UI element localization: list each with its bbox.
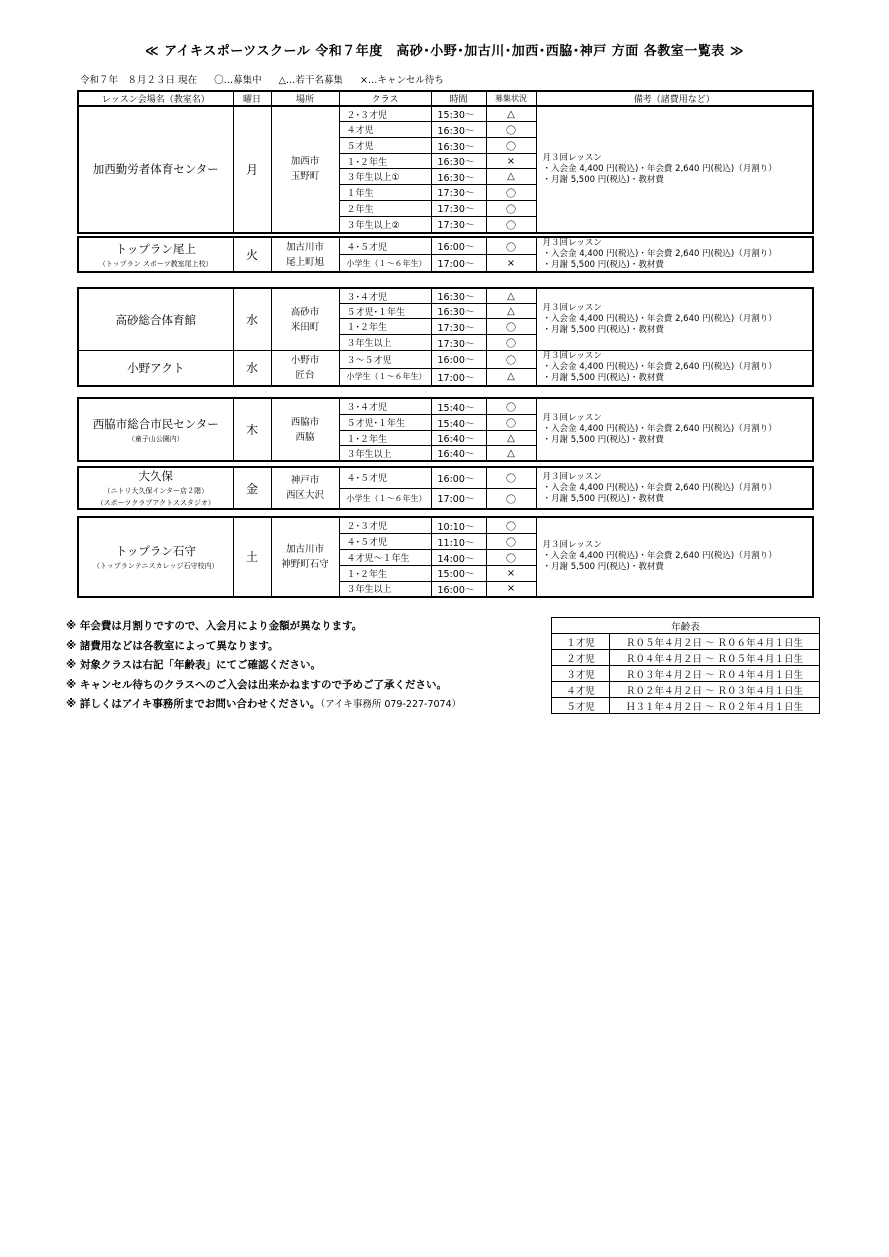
class-status: △ [486,304,536,319]
venue-day: 水 [233,288,271,351]
class-status: 〇 [486,216,536,233]
class-name: ４才児～１年生 [339,550,431,566]
class-name: 小学生（１～６年生） [339,368,431,386]
venue-block [77,287,814,387]
class-status: 〇 [486,534,536,550]
class-time: 16:30～ [431,122,486,138]
location-town: 西区大沢 [285,490,324,501]
class-name: ４･５才児 [339,534,431,550]
class-status: △ [486,431,536,446]
note-line: ・月謝 5,500 円(税込)・教材費 [542,325,664,335]
venue-name-main: 西脇市総合市民センター [92,416,219,431]
class-name: １･２年生 [339,154,431,169]
class-time: 16:30～ [431,288,486,304]
header-notes: 備考（諸費用など） [536,91,813,106]
class-name: ５才児･１年生 [339,415,431,431]
note-line: 月３回レッスン [542,471,602,482]
location-city: 神戸市 [290,475,320,486]
venue-day: 火 [233,237,271,272]
legend-open: 〇…募集中 [214,75,262,86]
location-city: 高砂市 [290,306,320,318]
location-town: 神野町石守 [281,558,329,570]
class-time: 15:40～ [431,415,486,431]
note-line: 月３回レッスン [542,303,602,313]
venue-location [271,398,339,461]
class-status: 〇 [486,467,536,488]
header-day: 曜日 [233,91,271,106]
venue-notes [536,288,813,351]
class-name: ２･３才児 [339,517,431,534]
venue-day: 水 [233,351,271,386]
class-status: △ [486,106,536,122]
venue-block [77,516,814,598]
class-name: １･２年生 [339,566,431,582]
class-time: 16:30～ [431,304,486,319]
venue-name-main: 小野アクト [127,360,185,375]
class-time: 16:00～ [431,351,486,369]
header-status: 募集状況 [486,91,536,106]
class-time: 14:00～ [431,550,486,566]
venue-block [77,105,814,234]
venue-location [271,351,339,386]
venue-location [271,517,339,597]
class-time: 17:30～ [431,319,486,335]
class-status: 〇 [486,415,536,431]
class-time: 17:30～ [431,335,486,351]
class-status: △ [486,446,536,462]
venue-name-main: 高砂総合体育館 [115,312,196,327]
location-town: 米田町 [290,321,320,333]
note-item: ※ キャンセル待ちのクラスへのご入会は出来かねますので予めご了承ください。 [66,678,448,691]
venue-day: 金 [233,467,271,509]
note-line: 月３回レッスン [542,152,602,163]
venue-location [271,467,339,509]
class-status: 〇 [486,122,536,138]
class-name: ３～５才児 [339,351,431,369]
age-label: ３才児 [552,666,610,682]
class-time: 17:30～ [431,200,486,216]
class-name: ３年生以上 [339,335,431,351]
location-city: 加西市 [290,156,320,168]
class-time: 16:30～ [431,138,486,154]
venue-notes [536,467,813,509]
header-venue: レッスン会場名（教室名） [78,91,233,106]
class-name: ４･５才児 [339,467,431,488]
venue-subname: （ニトリ大久保インター店２階） [103,487,209,495]
notes-list [66,617,461,715]
note-line: 月３回レッスン [542,413,602,423]
note-line: ・入会金 4,400 円(税込)・年会費 2,640 円(税込)（月割り） [542,314,777,324]
class-name: 小学生（１～６年生） [339,488,431,509]
venue-block [77,466,814,510]
note-item: ※ 諸費用などは各教室によって異なります。 [66,639,279,652]
class-status: △ [486,288,536,304]
venue-name-main: トップラン尾上 [115,241,196,256]
class-name: ５才児 [339,138,431,154]
venue-location [271,288,339,351]
age-label: ２才児 [552,650,610,666]
note-line: ・入会金 4,400 円(税込)・年会費 2,640 円(税込)（月割り） [542,362,777,373]
age-range: Ｒ０４年４月２日 ～ Ｒ０５年４月１日生 [610,650,820,666]
venue-name [78,237,233,272]
note-line: ・入会金 4,400 円(税込)・年会費 2,640 円(税込)（月割り） [542,249,777,259]
as-of-date: 令和７年 ８月２３日 現在 [80,75,198,86]
note-item: ※ 対象クラスは右記「年齢表」にてご確認ください。 [66,659,322,671]
location-city: 西脇市 [290,416,320,428]
class-name: ３･４才児 [339,398,431,415]
venue-name-main: 大久保 [138,469,173,483]
class-name: １年生 [339,184,431,200]
location-town: 尾上町旭 [285,256,324,268]
note-line: ・入会金 4,400 円(税込)・年会費 2,640 円(税込)（月割り） [542,551,777,562]
venue-name [78,467,233,509]
header-time: 時間 [431,91,486,106]
age-range: Ｒ０２年４月２日 ～ Ｒ０３年４月１日生 [610,682,820,698]
class-time: 10:10～ [431,517,486,534]
class-status: 〇 [486,237,536,255]
location-city: 加古川市 [285,543,324,555]
note-line: ・入会金 4,400 円(税込)・年会費 2,640 円(税込)（月割り） [542,163,777,174]
class-name: ３･４才児 [339,288,431,304]
class-time: 11:10～ [431,534,486,550]
age-label: １才児 [552,634,610,650]
venue-day: 木 [233,398,271,461]
page-title: ≪ アイキスポーツスクール 令和７年度 高砂･小野･加古川･加西･西脇･神戸 方面 各教室一覧表 ≫ [145,44,744,59]
class-name: ４･５才児 [339,237,431,255]
class-time: 17:00～ [431,368,486,386]
class-status: × [486,255,536,273]
class-time: 17:00～ [431,255,486,273]
class-time: 16:40～ [431,446,486,462]
venue-name-main: トップラン石守 [115,543,196,558]
venue-day: 月 [233,106,271,233]
venue-subname: （スポーツクラブアクトススタジオ） [96,499,215,507]
class-time: 16:00～ [431,237,486,255]
class-name: ２･３才児 [339,106,431,122]
note-line: 月３回レッスン [542,238,602,248]
venue-notes [536,237,813,272]
venue-subname: （童子山公園内） [127,434,184,443]
venue-block [77,236,814,273]
note-line: ・月謝 5,500 円(税込)・教材費 [542,373,664,384]
age-range: Ｈ３１年４月２日 ～ Ｒ０２年４月１日生 [610,698,820,714]
venue-name [78,288,233,351]
class-time: 16:00～ [431,581,486,597]
venue-name-main: 加西勤労者体育センター [92,162,219,177]
class-status: 〇 [486,335,536,351]
class-time: 15:30～ [431,106,486,122]
note-line: ・月謝 5,500 円(税込)・教材費 [542,174,664,185]
class-name: ３年生以上① [339,169,431,184]
venue-day: 土 [233,517,271,597]
venue-notes [536,517,813,597]
class-status: 〇 [486,184,536,200]
class-name: １･２年生 [339,319,431,335]
class-status: 〇 [486,488,536,509]
class-time: 17:30～ [431,184,486,200]
age-label: ５才児 [552,698,610,714]
class-time: 16:40～ [431,431,486,446]
note-line: ・月謝 5,500 円(税込)・教材費 [542,435,664,445]
class-status: 〇 [486,351,536,369]
header-class: クラス [339,91,431,106]
location-town: 玉野町 [290,171,320,183]
venue-name [78,106,233,233]
venue-subname: （トップランテニスカレッジ石守校内） [93,561,219,570]
class-name: １･２年生 [339,431,431,446]
age-table [551,617,820,714]
age-range: Ｒ０５年４月２日 ～ Ｒ０６年４月１日生 [610,634,820,650]
class-status: 〇 [486,138,536,154]
class-status: △ [486,169,536,184]
class-time: 17:00～ [431,488,486,509]
class-name: ２年生 [339,200,431,216]
venue-subname: （トップラン スポーツ教室尾上校） [98,259,213,268]
location-town: 西脇 [295,431,315,443]
class-time: 15:00～ [431,566,486,582]
location-town: 匠台 [295,369,315,381]
location-city: 小野市 [290,354,320,366]
note-line: 月３回レッスン [542,540,602,551]
class-time: 15:40～ [431,398,486,415]
venue-notes [536,351,813,386]
age-range: Ｒ０３年４月２日 ～ Ｒ０４年４月１日生 [610,666,820,682]
class-status: × [486,154,536,169]
venue-name [78,398,233,461]
class-name: ３年生以上 [339,446,431,462]
note-line: ・月謝 5,500 円(税込)・教材費 [542,260,664,270]
note-line: 月３回レッスン [542,351,602,362]
class-status: 〇 [486,550,536,566]
note-line: ・月謝 5,500 円(税込)・教材費 [542,493,664,504]
class-name: ５才児･１年生 [339,304,431,319]
note-line: ・入会金 4,400 円(税込)・年会費 2,640 円(税込)（月割り） [542,482,777,493]
legend-line [80,72,458,86]
class-time: 16:30～ [431,154,486,169]
location-city: 加古川市 [285,241,324,253]
note-item: ※ 詳しくはアイキ事務所までお問い合わせください。（アイキ事務所 079-227-7074） [66,698,462,710]
class-status: × [486,581,536,597]
class-time: 16:30～ [431,169,486,184]
class-status: × [486,566,536,582]
venue-location [271,237,339,272]
class-name: ４才児 [339,122,431,138]
venue-block [77,397,814,462]
age-label: ４才児 [552,682,610,698]
class-status: 〇 [486,398,536,415]
class-status: 〇 [486,319,536,335]
class-time: 17:30～ [431,216,486,233]
legend-few: △…若干名募集 [278,75,343,86]
class-time: 16:00～ [431,467,486,488]
venue-notes [536,106,813,233]
class-status: △ [486,368,536,386]
venue-name [78,351,233,386]
class-name: ３年生以上 [339,581,431,597]
venue-notes [536,398,813,461]
class-status: 〇 [486,517,536,534]
note-line: ・入会金 4,400 円(税込)・年会費 2,640 円(税込)（月割り） [542,424,777,434]
header-location: 場所 [271,91,339,106]
legend-waitlist: ×…キャンセル待ち [359,75,444,86]
class-status: 〇 [486,200,536,216]
age-table-title: 年齢表 [552,618,820,634]
venue-location [271,106,339,233]
note-line: ・月謝 5,500 円(税込)・教材費 [542,562,664,573]
class-name: ３年生以上② [339,216,431,233]
contact-info: （アイキ事務所 079-227-7074） [320,699,462,710]
note-item: ※ 年会費は月割りですので、入会月により金額が異なります。 [66,620,363,632]
venue-name [78,517,233,597]
class-name: 小学生（１～６年生） [339,255,431,273]
